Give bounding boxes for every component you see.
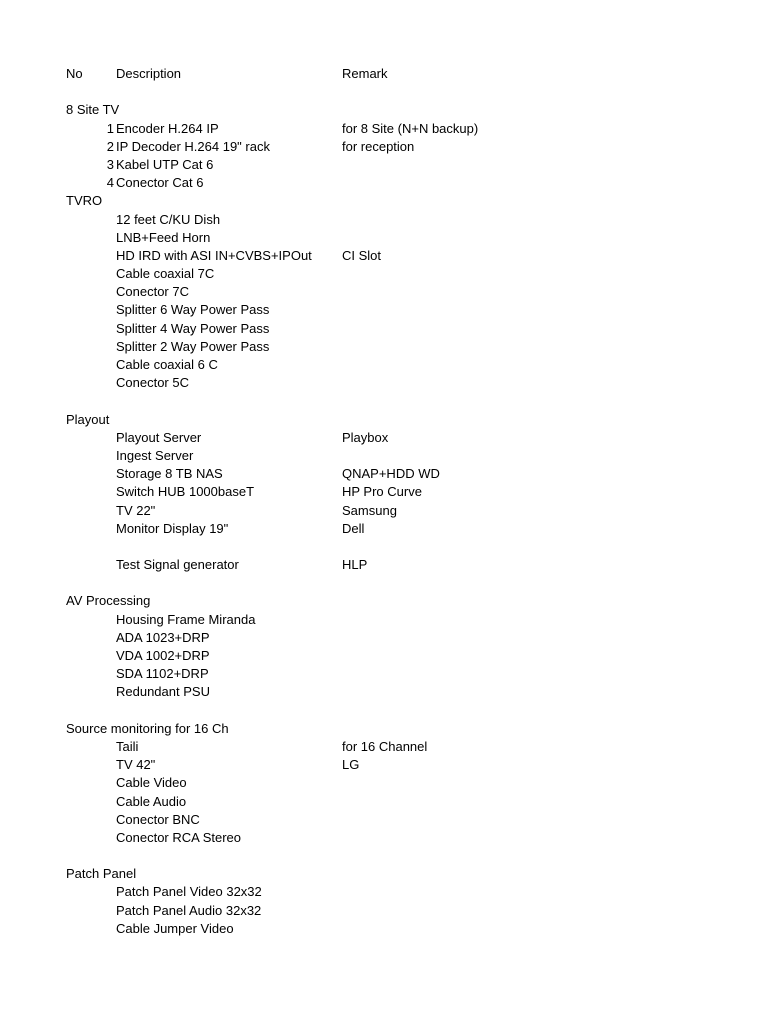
item-row bbox=[0, 793, 768, 811]
item-description: TV 42" bbox=[116, 757, 156, 773]
item-description: Cable Video bbox=[116, 775, 187, 791]
item-row bbox=[0, 647, 768, 665]
item-row bbox=[0, 611, 768, 629]
item-row bbox=[0, 683, 768, 701]
section-heading-row bbox=[0, 720, 768, 738]
blank-row bbox=[0, 538, 768, 556]
item-remark: for 16 Channel bbox=[342, 738, 428, 754]
blank-row bbox=[0, 574, 768, 592]
header-remark: Remark bbox=[342, 66, 388, 81]
item-description: Redundant PSU bbox=[116, 684, 210, 700]
header-row bbox=[0, 65, 768, 83]
item-row bbox=[0, 556, 768, 574]
item-row bbox=[0, 811, 768, 829]
blank-row bbox=[0, 392, 768, 410]
item-row bbox=[0, 738, 768, 756]
item-row bbox=[0, 320, 768, 338]
item-description: Patch Panel Video 32x32 bbox=[116, 884, 262, 900]
blank-row bbox=[0, 847, 768, 865]
item-remark: QNAP+HDD WD bbox=[342, 466, 440, 482]
item-row bbox=[0, 520, 768, 538]
item-remark: HLP bbox=[342, 557, 368, 573]
item-row bbox=[0, 120, 768, 138]
blank-row bbox=[0, 702, 768, 720]
blank-row bbox=[0, 83, 768, 101]
item-row bbox=[0, 229, 768, 247]
item-row bbox=[0, 920, 768, 938]
item-number: 3 bbox=[106, 156, 114, 172]
item-remark: Samsung bbox=[342, 502, 397, 518]
section-heading-row bbox=[0, 865, 768, 883]
item-row bbox=[0, 502, 768, 520]
item-row bbox=[0, 265, 768, 283]
item-description: Test Signal generator bbox=[116, 557, 239, 573]
item-row bbox=[0, 429, 768, 447]
item-number: 1 bbox=[106, 120, 114, 136]
item-description: Playout Server bbox=[116, 429, 202, 445]
item-row bbox=[0, 156, 768, 174]
item-row bbox=[0, 665, 768, 683]
item-description: Storage 8 TB NAS bbox=[116, 466, 223, 482]
item-row bbox=[0, 629, 768, 647]
item-description: Conector Cat 6 bbox=[116, 175, 204, 191]
item-description: Kabel UTP Cat 6 bbox=[116, 156, 214, 172]
item-remark: for reception bbox=[342, 138, 415, 154]
item-description: Ingest Server bbox=[116, 447, 194, 463]
item-description: LNB+Feed Horn bbox=[116, 229, 211, 245]
item-row bbox=[0, 138, 768, 156]
section-heading: AV Processing bbox=[66, 593, 151, 609]
item-remark: for 8 Site (N+N backup) bbox=[342, 120, 479, 136]
section-heading: Source monitoring for 16 Ch bbox=[66, 720, 229, 736]
item-row bbox=[0, 447, 768, 465]
item-description: Cable Jumper Video bbox=[116, 920, 234, 936]
item-row bbox=[0, 774, 768, 792]
item-row bbox=[0, 338, 768, 356]
item-description: Taili bbox=[116, 738, 139, 754]
section-heading-row bbox=[0, 411, 768, 429]
item-remark: HP Pro Curve bbox=[342, 484, 422, 500]
item-row bbox=[0, 483, 768, 501]
item-row bbox=[0, 465, 768, 483]
item-description: Conector 5C bbox=[116, 375, 189, 391]
item-description: SDA 1102+DRP bbox=[116, 666, 209, 682]
header-description: Description bbox=[116, 66, 182, 81]
item-row bbox=[0, 374, 768, 392]
item-description: Splitter 6 Way Power Pass bbox=[116, 302, 270, 318]
item-description: Conector 7C bbox=[116, 284, 189, 300]
item-description: VDA 1002+DRP bbox=[116, 648, 210, 663]
item-description: Cable coaxial 7C bbox=[116, 266, 215, 282]
item-number: 2 bbox=[106, 138, 114, 154]
item-description: Housing Frame Miranda bbox=[116, 611, 256, 627]
item-description: Patch Panel Audio 32x32 bbox=[116, 902, 262, 918]
header-no: No bbox=[66, 66, 83, 81]
section-heading-row bbox=[0, 192, 768, 210]
item-description: HD IRD with ASI IN+CVBS+IPOut bbox=[116, 247, 312, 263]
item-remark: Playbox bbox=[342, 429, 389, 445]
item-description: Splitter 2 Way Power Pass bbox=[116, 338, 270, 354]
section-heading: 8 Site TV bbox=[66, 102, 120, 118]
section-heading: Playout bbox=[66, 411, 110, 427]
item-row bbox=[0, 356, 768, 374]
item-row bbox=[0, 211, 768, 229]
item-description: Cable coaxial 6 C bbox=[116, 357, 218, 372]
item-description: Encoder H.264 IP bbox=[116, 120, 219, 136]
item-description: Conector BNC bbox=[116, 811, 200, 827]
item-row bbox=[0, 883, 768, 901]
item-description: 12 feet C/KU Dish bbox=[116, 211, 221, 227]
item-description: IP Decoder H.264 19" rack bbox=[116, 138, 270, 154]
item-description: Splitter 4 Way Power Pass bbox=[116, 320, 270, 336]
item-description: Cable Audio bbox=[116, 793, 187, 809]
item-remark: CI Slot bbox=[342, 247, 382, 263]
item-description: Switch HUB 1000baseT bbox=[116, 484, 255, 500]
item-description: ADA 1023+DRP bbox=[116, 629, 210, 645]
item-description: TV 22" bbox=[116, 502, 156, 518]
item-remark: Dell bbox=[342, 520, 365, 536]
item-row bbox=[0, 247, 768, 265]
section-heading: Patch Panel bbox=[66, 866, 137, 882]
item-row bbox=[0, 902, 768, 920]
item-row bbox=[0, 829, 768, 847]
item-row bbox=[0, 283, 768, 301]
item-row bbox=[0, 301, 768, 319]
item-remark: LG bbox=[342, 757, 360, 773]
section-heading: TVRO bbox=[66, 193, 103, 209]
item-description: Monitor Display 19" bbox=[116, 520, 229, 536]
item-row bbox=[0, 174, 768, 192]
section-heading-row bbox=[0, 592, 768, 610]
equipment-list bbox=[0, 83, 768, 938]
item-row bbox=[0, 756, 768, 774]
item-number: 4 bbox=[106, 175, 114, 191]
item-description: Conector RCA Stereo bbox=[116, 829, 242, 845]
section-heading-row bbox=[0, 101, 768, 119]
